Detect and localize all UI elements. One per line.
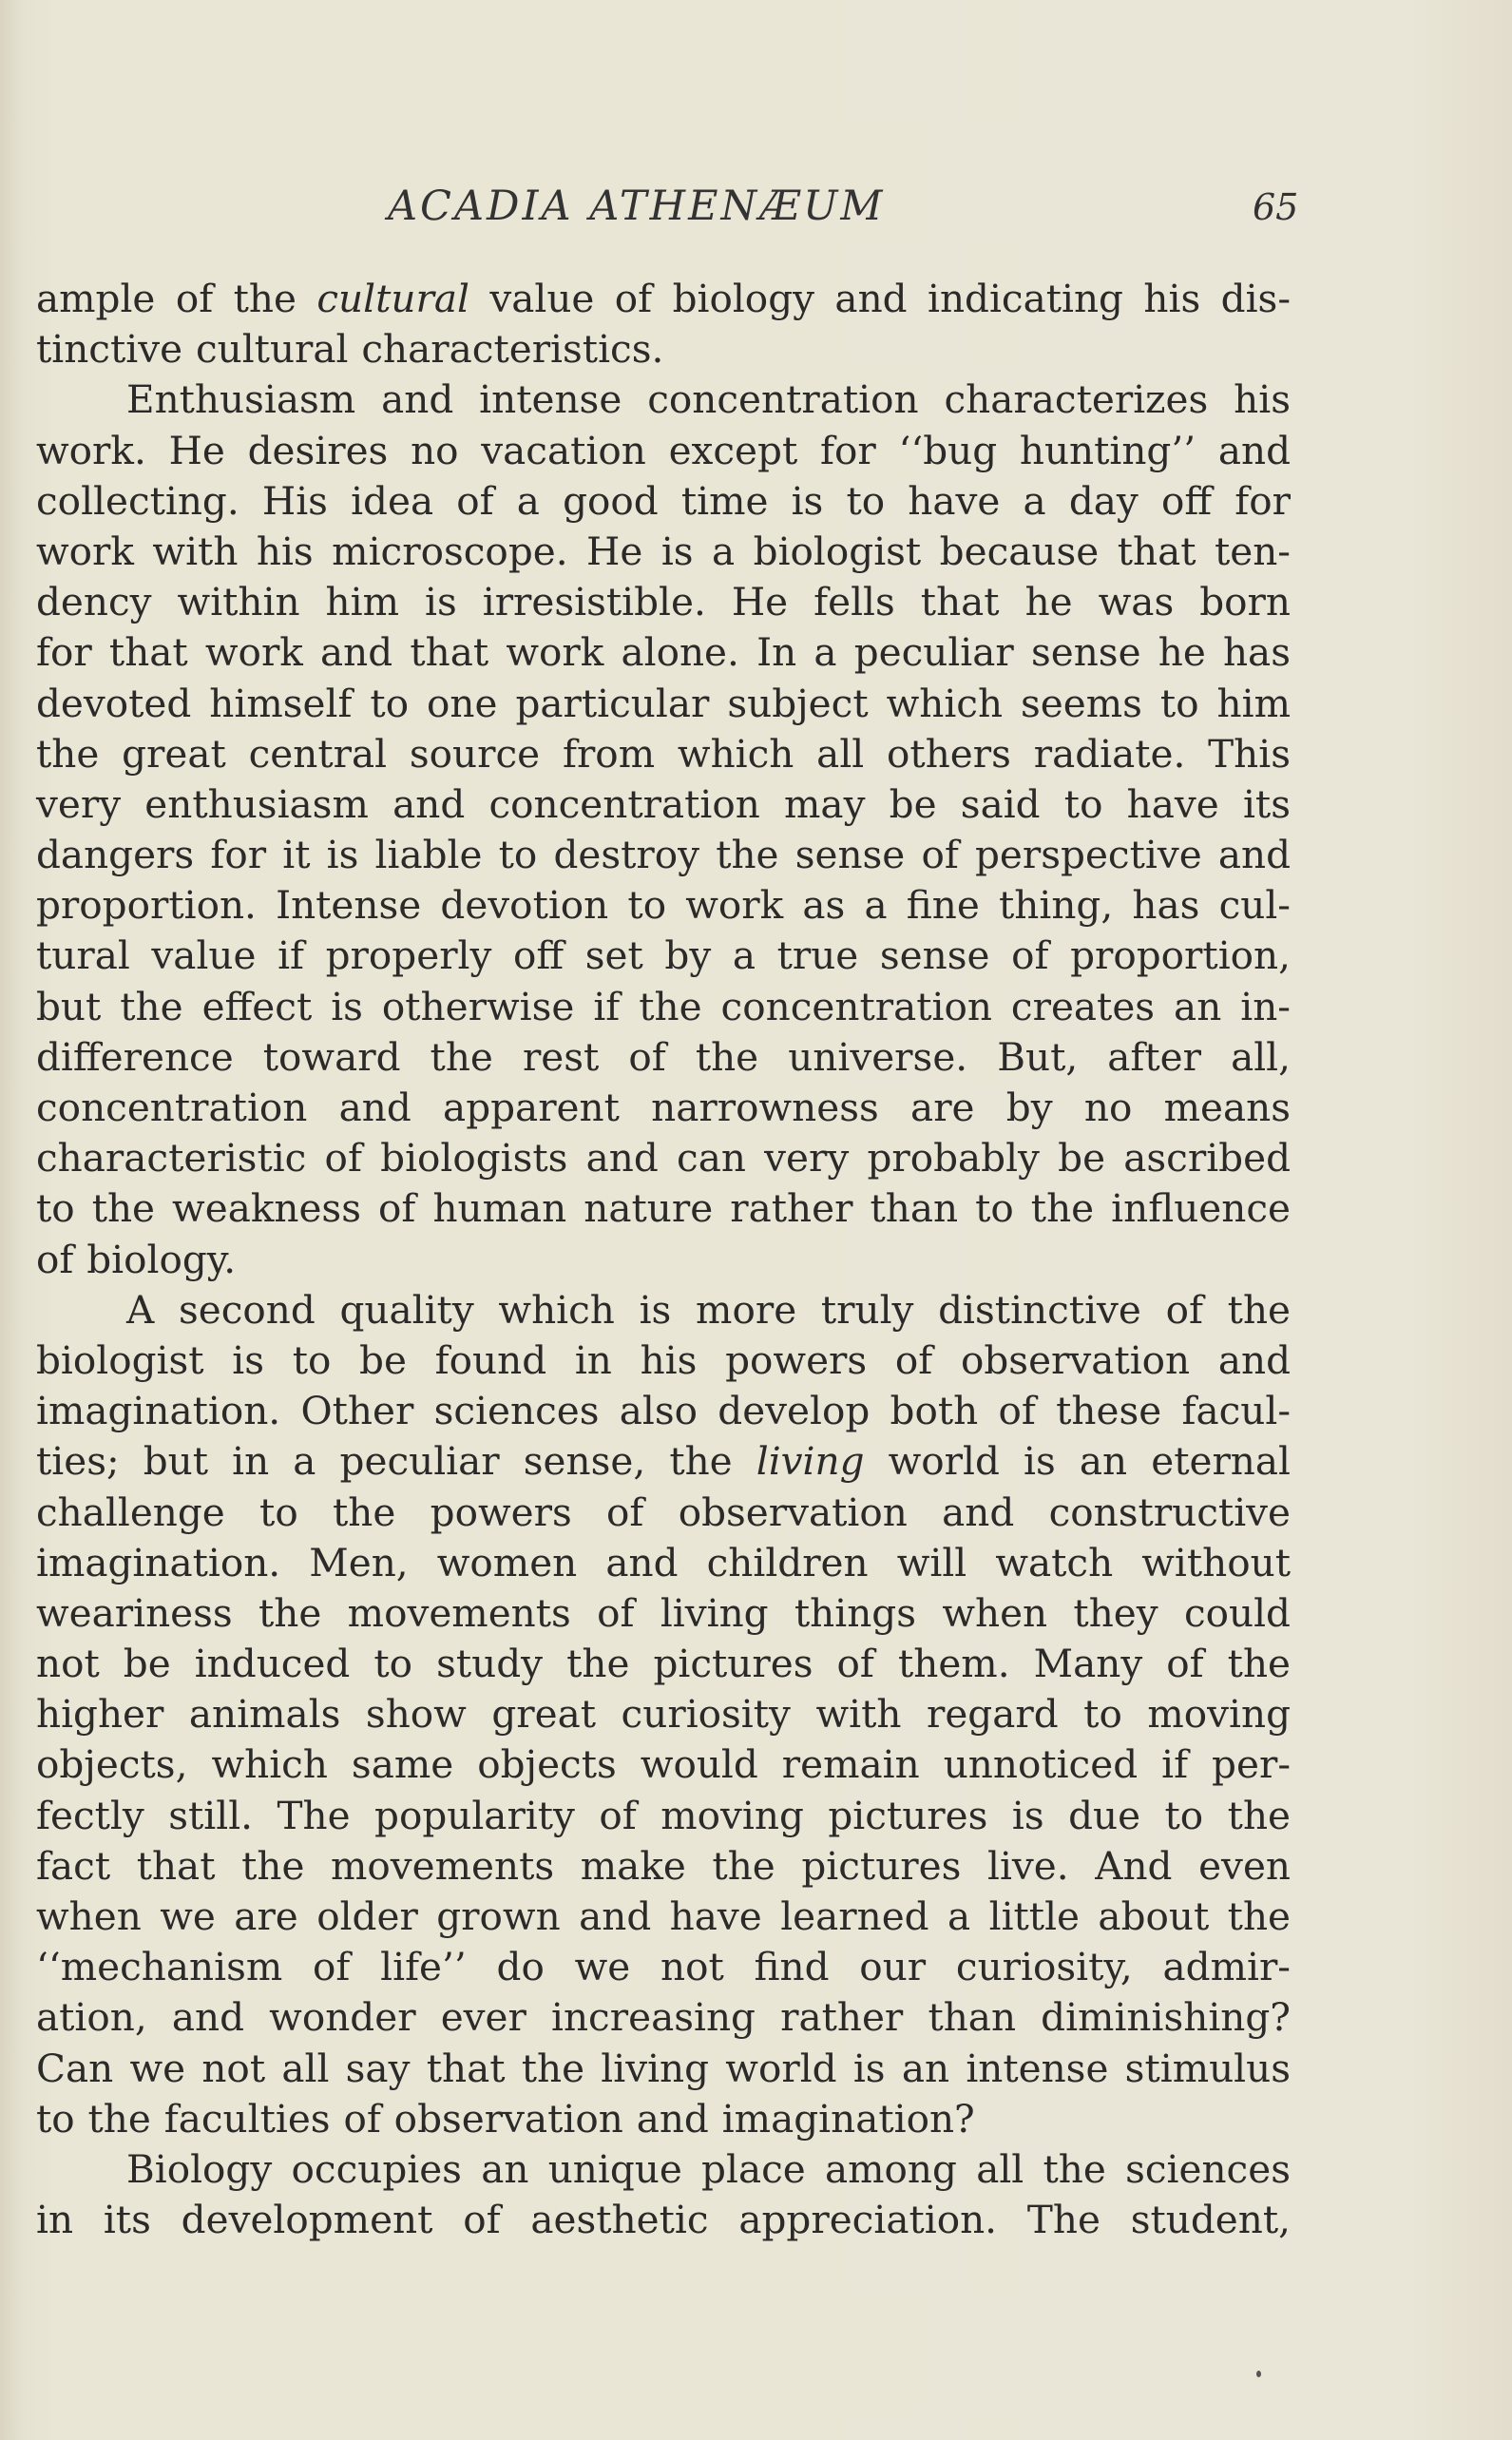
text-segment: concentration and apparent narrowness are by no means <box>36 1085 1291 1130</box>
text-segment: A second quality which is more truly distinctive of the <box>126 1286 1291 1333</box>
text-segment: fectly still. The popularity of moving pictures is due to the <box>36 1792 1291 1838</box>
text-line <box>36 1133 1291 1183</box>
text-segment: but the effect is otherwise if the concentration creates an in- <box>36 983 1291 1029</box>
text-segment: dangers for it is liable to destroy the sense of perspective and <box>36 832 1291 878</box>
text-line <box>36 1992 1291 2043</box>
text-line <box>36 1488 1291 1538</box>
text-line <box>36 2195 1291 2245</box>
page-number: 65 <box>1253 186 1299 228</box>
text-line <box>36 1285 1291 1335</box>
text-line <box>36 931 1291 981</box>
text-segment: challenge to the powers of observation and constructive <box>36 1489 1291 1535</box>
text-segment: not be induced to study the pictures of them. Many of the <box>36 1641 1291 1687</box>
text-line <box>36 1235 1291 1285</box>
text-segment: work with his microscope. He is a biologist because that ten- <box>36 528 1291 574</box>
text-segment: ‘‘mechanism of life’’ do we not find our curiosity, admir- <box>36 1944 1291 1990</box>
text-line <box>36 527 1291 577</box>
text-line <box>36 1083 1291 1133</box>
paper-speck <box>1256 2371 1261 2377</box>
text-line <box>36 830 1291 880</box>
text-line <box>36 426 1291 476</box>
text-line <box>36 1032 1291 1083</box>
running-title: ACADIA ATHENÆUM <box>388 183 886 230</box>
text-line <box>36 375 1291 425</box>
text-segment: dency within him is irresistible. He fells that he was born <box>36 579 1291 625</box>
text-line <box>36 1892 1291 1942</box>
text-line <box>36 729 1291 779</box>
text-segment: tural value if properly off set by a true sense of proportion, <box>36 932 1291 979</box>
text-line <box>36 577 1291 627</box>
text-line <box>36 274 1291 324</box>
text-line <box>36 1183 1291 1234</box>
text-line <box>36 1335 1291 1386</box>
text-segment: ample of the <box>36 276 317 321</box>
text-line <box>36 1588 1291 1639</box>
text-line <box>36 982 1291 1032</box>
text-line <box>36 1689 1291 1739</box>
paragraph <box>36 2144 1291 2245</box>
text-segment: ation, and wonder ever increasing rather than diminishing? <box>36 1994 1291 2041</box>
text-segment: Biology occupies an unique place among all the sciences <box>126 2145 1291 2192</box>
body-text <box>36 274 1291 2245</box>
text-line <box>36 324 1291 375</box>
text-line <box>36 1436 1291 1487</box>
text-segment: Enthusiasm and intense concentration characterizes his <box>126 376 1291 423</box>
text-segment: to the faculties of observation and imagination? <box>36 2095 975 2142</box>
text-segment: difference toward the rest of the universe. But, after all, <box>36 1033 1291 1080</box>
text-segment: ties; but in a peculiar sense, the <box>36 1438 756 1485</box>
text-segment: weariness the movements of living things when they could <box>36 1589 1291 1636</box>
text-segment: when we are older grown and have learned a little about the <box>36 1893 1291 1939</box>
text-line <box>36 2094 1291 2144</box>
text-segment: imagination. Men, women and children will watch without <box>36 1539 1291 1585</box>
text-line <box>36 679 1291 729</box>
text-segment: devoted himself to one particular subject which seems to him <box>36 680 1291 726</box>
paragraph <box>36 1285 1291 2144</box>
text-line <box>36 1639 1291 1689</box>
text-segment: imagination. Other sciences also develop both of these facul- <box>36 1388 1291 1434</box>
text-line <box>36 2044 1291 2094</box>
text-segment: higher animals show great curiosity with regard to moving <box>36 1691 1291 1738</box>
italic-text: living <box>756 1438 865 1485</box>
text-segment: the great central source from which all others radiate. This <box>36 730 1291 777</box>
text-segment: biologist is to be found in his powers of observation and <box>36 1336 1291 1383</box>
text-segment: of biology. <box>36 1236 237 1282</box>
text-segment: characteristic of biologists and can very probably be ascribed <box>36 1135 1291 1182</box>
text-segment: work. He desires no vacation except for ‘‘bug hunting’’ and <box>36 427 1291 473</box>
text-line <box>36 1791 1291 1841</box>
text-line <box>36 1538 1291 1588</box>
text-line <box>36 2144 1291 2195</box>
text-segment: Can we not all say that the living world is an intense stimulus <box>36 2045 1291 2091</box>
paragraph <box>36 375 1291 1284</box>
text-line <box>36 1841 1291 1892</box>
text-segment: tinctive cultural characteristics. <box>36 326 664 373</box>
text-segment: for that work and that work alone. In a peculiar sense he has <box>36 629 1291 676</box>
text-segment: collecting. His idea of a good time is to have a day off for <box>36 477 1291 524</box>
text-line <box>36 880 1291 931</box>
text-segment: fact that the movements make the pictures live. And even <box>36 1842 1291 1889</box>
running-head <box>0 183 1512 240</box>
text-segment: world is an eternal <box>864 1438 1291 1485</box>
text-line <box>36 627 1291 678</box>
italic-text: cultural <box>316 276 469 321</box>
text-line <box>36 1739 1291 1790</box>
text-line <box>36 476 1291 527</box>
text-segment: very enthusiasm and concentration may be said to have its <box>36 780 1291 827</box>
text-segment: objects, which same objects would remain unnoticed if per- <box>36 1741 1291 1788</box>
text-line <box>36 779 1291 830</box>
text-segment: proportion. Intense devotion to work as a fine thing, has cul- <box>36 882 1291 929</box>
text-line <box>36 1942 1291 1992</box>
text-segment: to the weakness of human nature rather than to the influence <box>36 1185 1291 1232</box>
text-segment: in its development of aesthetic appreciation. The student, <box>36 2197 1291 2243</box>
text-segment: value of biology and indicating his dis- <box>469 276 1291 321</box>
text-line <box>36 1386 1291 1436</box>
paragraph <box>36 274 1291 375</box>
